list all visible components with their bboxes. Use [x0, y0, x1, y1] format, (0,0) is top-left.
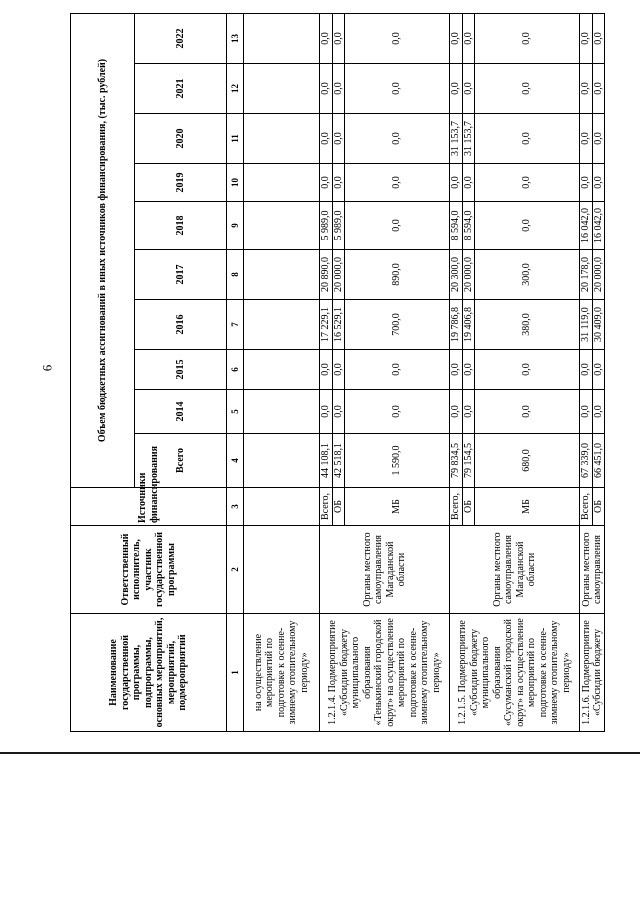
row-total-value: 67 339,0: [580, 434, 593, 488]
row-year-value: 0,0: [345, 164, 450, 202]
header-year: 2020: [135, 114, 227, 164]
row-year-value: 0,0: [450, 64, 463, 114]
column-index: 8: [227, 250, 244, 300]
row-executor: Органы местного самоуправления: [580, 526, 605, 614]
continuation-row: [244, 14, 320, 732]
header-total: Всего: [135, 434, 227, 488]
header-year: 2017: [135, 250, 227, 300]
row-year-value: 0,0: [345, 202, 450, 250]
row-source: ОБ: [332, 488, 345, 526]
column-index-row: [227, 14, 244, 732]
row-item-name: 1.2.1.4. Подмероприятие «Субсидии бюджету муниципального образования «Тенькинский городской округ» на осуществление мероприятий по подготовке к осенне-зимнему отопительному периоду»: [320, 614, 450, 732]
column-index: 12: [227, 64, 244, 114]
row-total-value: 66 451,0: [592, 434, 605, 488]
row-executor: Органы местного самоуправления Магаданской области: [450, 526, 580, 614]
header-year: 2022: [135, 14, 227, 64]
row-year-value: 0,0: [320, 390, 333, 434]
row-year-value: 0,0: [332, 390, 345, 434]
row-year-value: 0,0: [450, 390, 463, 434]
row-year-value: 0,0: [332, 164, 345, 202]
row-year-value: 380,0: [475, 300, 580, 350]
header-funding: Объем бюджетных ассигнований в иных источников финансирования, (тыс. рублей): [71, 14, 135, 488]
row-year-value: 19 786,8: [450, 300, 463, 350]
row-year-value: 5 989,0: [320, 202, 333, 250]
header-name: Наименование государственной программы, подпрограммы, основных мероприятий, мероприятий, подмероприятий: [71, 614, 227, 732]
column-index: 2: [227, 526, 244, 614]
row-year-value: 17 229,1: [320, 300, 333, 350]
row-year-value: 0,0: [450, 164, 463, 202]
row-year-value: 0,0: [332, 350, 345, 390]
row-source: ОБ: [462, 488, 475, 526]
row-source: Всего,: [580, 488, 593, 526]
row-executor: Органы местного самоуправления Магаданской области: [320, 526, 450, 614]
column-index: 9: [227, 202, 244, 250]
row-year-value: 20 000,0: [462, 250, 475, 300]
row-year-value: 0,0: [475, 64, 580, 114]
row-year-value: 0,0: [450, 350, 463, 390]
continuation-name: на осуществление мероприятий по подготовке к осенне-зимнему отопительному периоду»: [244, 614, 320, 732]
row-total-value: 1 590,0: [345, 434, 450, 488]
row-year-value: 0,0: [580, 350, 593, 390]
row-year-value: 0,0: [580, 164, 593, 202]
row-year-value: 0,0: [475, 390, 580, 434]
row-year-value: 0,0: [320, 164, 333, 202]
row-year-value: 0,0: [320, 64, 333, 114]
row-year-value: 0,0: [475, 164, 580, 202]
row-total-value: 680,0: [475, 434, 580, 488]
row-year-value: 0,0: [592, 14, 605, 64]
budget-table-rotated: [70, 14, 602, 732]
row-year-value: 0,0: [332, 114, 345, 164]
row-year-value: 5 989,0: [332, 202, 345, 250]
header-year: 2016: [135, 300, 227, 350]
header-year: 2015: [135, 350, 227, 390]
row-year-value: 31 153,7: [462, 114, 475, 164]
row-year-value: 0,0: [592, 390, 605, 434]
header-source: Источники финансирования: [71, 488, 227, 526]
row-year-value: 20 000,0: [332, 250, 345, 300]
row-year-value: 20 000,0: [592, 250, 605, 300]
row-year-value: 0,0: [592, 64, 605, 114]
row-year-value: 0,0: [592, 114, 605, 164]
row-year-value: 20 890,0: [320, 250, 333, 300]
row-year-value: 700,0: [345, 300, 450, 350]
row-year-value: 30 409,0: [592, 300, 605, 350]
row-year-value: 0,0: [345, 390, 450, 434]
row-year-value: 0,0: [462, 390, 475, 434]
row-source: Всего,: [450, 488, 463, 526]
row-year-value: 0,0: [332, 64, 345, 114]
row-year-value: 890,0: [345, 250, 450, 300]
page-number: 6: [39, 364, 55, 372]
row-year-value: 0,0: [475, 14, 580, 64]
row-total-value: 79 154,5: [462, 434, 475, 488]
table-body: [244, 14, 605, 732]
budget-table: [70, 13, 605, 732]
row-year-value: 0,0: [580, 64, 593, 114]
table-row: [450, 14, 463, 732]
column-index: 13: [227, 14, 244, 64]
row-year-value: 0,0: [345, 114, 450, 164]
column-index: 1: [227, 614, 244, 732]
column-index: 7: [227, 300, 244, 350]
row-total-value: 44 108,1: [320, 434, 333, 488]
header-year: 2019: [135, 164, 227, 202]
row-year-value: 0,0: [592, 164, 605, 202]
row-year-value: 0,0: [475, 350, 580, 390]
row-year-value: 0,0: [580, 114, 593, 164]
row-year-value: 0,0: [475, 114, 580, 164]
row-year-value: 0,0: [475, 202, 580, 250]
row-item-name: 1.2.1.5. Подмероприятие «Субсидии бюджету муниципального образования «Сусуманский городской округ» на осуществление мероприятий по подготовке к осенне-зимнему отопительному периоду»: [450, 614, 580, 732]
row-year-value: 0,0: [450, 14, 463, 64]
row-year-value: 0,0: [462, 164, 475, 202]
row-year-value: 300,0: [475, 250, 580, 300]
row-year-value: 16 529,1: [332, 300, 345, 350]
row-year-value: 8 594,0: [462, 202, 475, 250]
row-year-value: 0,0: [320, 350, 333, 390]
row-year-value: 0,0: [345, 14, 450, 64]
row-year-value: 0,0: [462, 64, 475, 114]
row-year-value: 0,0: [580, 14, 593, 64]
column-index: 5: [227, 390, 244, 434]
row-year-value: 16 042,0: [580, 202, 593, 250]
row-source: ОБ: [592, 488, 605, 526]
header-year: 2018: [135, 202, 227, 250]
horizontal-rule: [0, 752, 640, 754]
header-executor: Ответственный исполнитель, участник государственной программы: [71, 526, 227, 614]
row-year-value: 20 300,0: [450, 250, 463, 300]
header-year: 2014: [135, 390, 227, 434]
header-year: 2021: [135, 64, 227, 114]
row-year-value: 0,0: [462, 14, 475, 64]
row-year-value: 0,0: [345, 64, 450, 114]
row-year-value: 0,0: [580, 390, 593, 434]
table-row: [320, 14, 333, 732]
row-source: Всего,: [320, 488, 333, 526]
column-index: 11: [227, 114, 244, 164]
row-year-value: 0,0: [320, 114, 333, 164]
row-year-value: 0,0: [332, 14, 345, 64]
row-total-value: 79 834,5: [450, 434, 463, 488]
row-year-value: 0,0: [462, 350, 475, 390]
column-index: 6: [227, 350, 244, 390]
row-total-value: 42 518,1: [332, 434, 345, 488]
row-year-value: 19 406,8: [462, 300, 475, 350]
row-year-value: 0,0: [345, 350, 450, 390]
row-item-name: 1.2.1.6. Подмероприятие «Субсидии бюджету: [580, 614, 605, 732]
row-year-value: 8 594,0: [450, 202, 463, 250]
table-row: [580, 14, 593, 732]
column-index: 4: [227, 434, 244, 488]
row-year-value: 31 153,7: [450, 114, 463, 164]
row-year-value: 16 042,0: [592, 202, 605, 250]
row-year-value: 0,0: [320, 14, 333, 64]
column-index: 10: [227, 164, 244, 202]
row-source: МБ: [345, 488, 450, 526]
row-year-value: 20 178,0: [580, 250, 593, 300]
column-index: 3: [227, 488, 244, 526]
row-year-value: 0,0: [592, 350, 605, 390]
row-year-value: 31 119,0: [580, 300, 593, 350]
row-source: МБ: [475, 488, 580, 526]
